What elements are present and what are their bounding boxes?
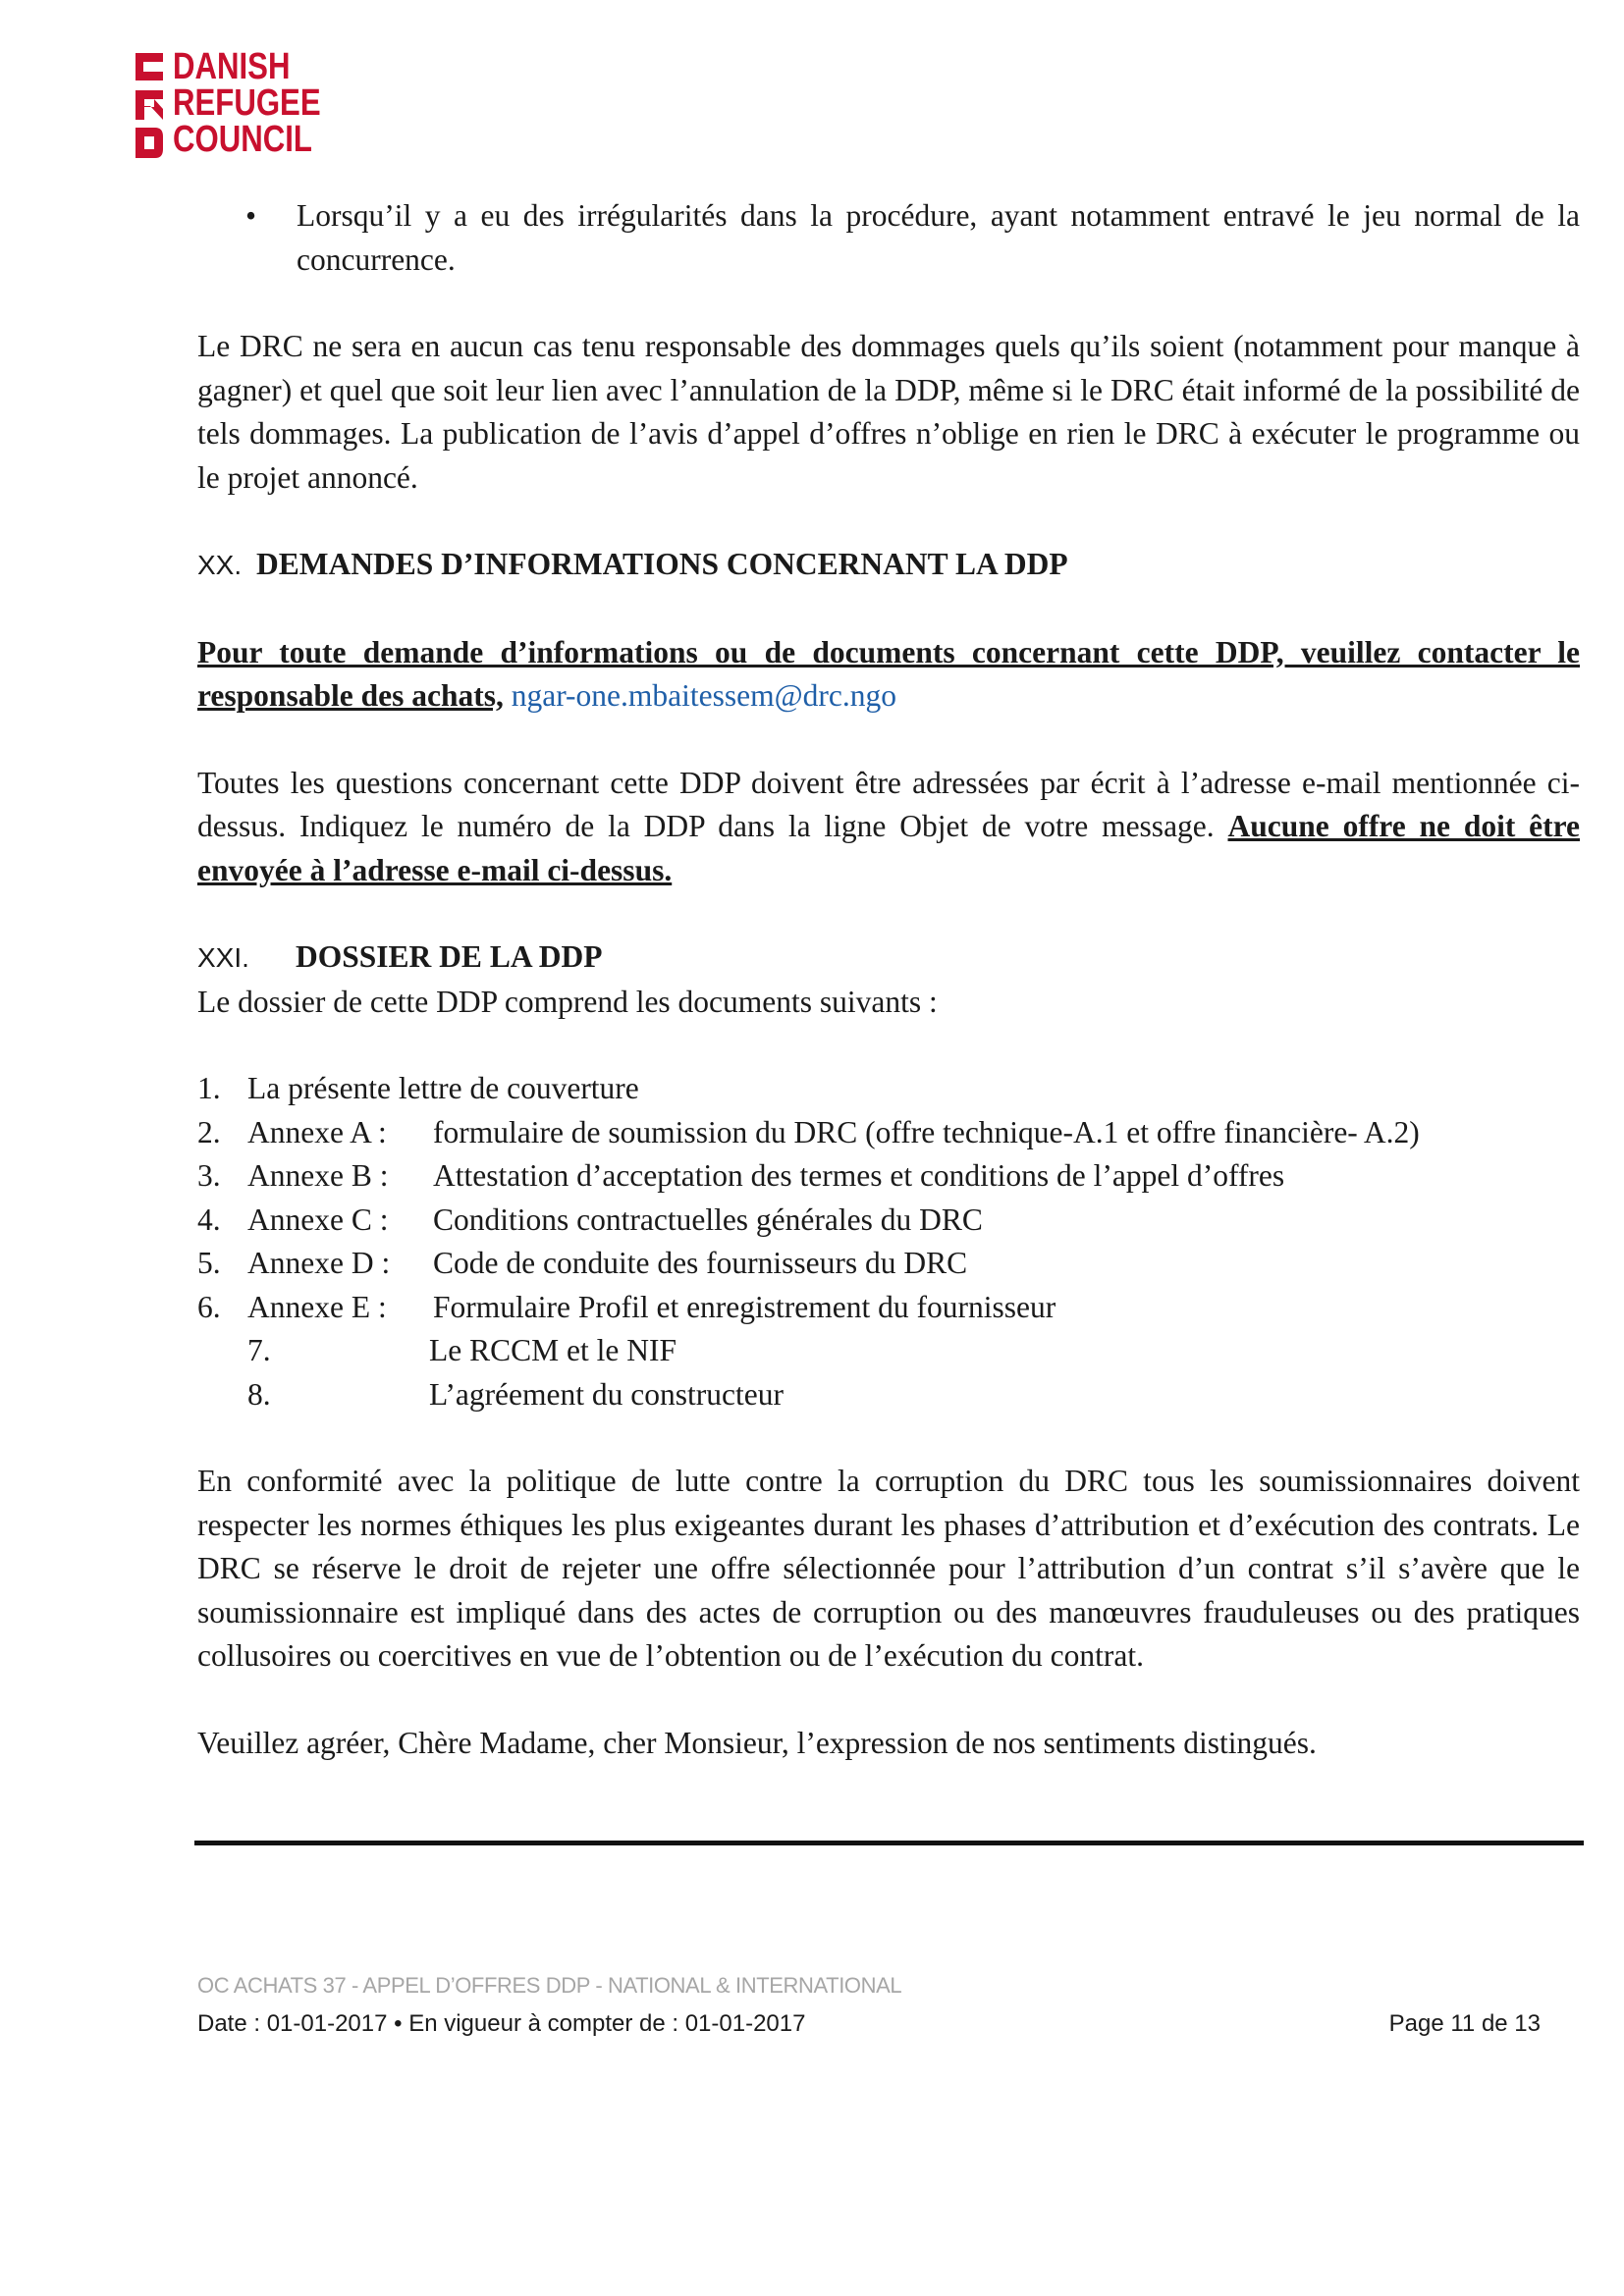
list-item [197,1067,1580,1111]
list-number: 8. [247,1376,271,1412]
bullet-item [197,194,1580,282]
list-text: Conditions contractuelles générales du DRC [433,1201,983,1237]
bullet-dot: • [245,198,257,233]
list-number: 7. [247,1333,271,1367]
list-text: Formulaire Profil et enregistrement du fournisseur [433,1289,1056,1324]
footer-page-number: Page 11 de 13 [1388,2010,1541,2037]
paragraph-anti-corruption: En conformité avec la politique de lutte contre la corruption du DRC tous les soumissionnaires doivent respecter les normes éthiques les plus exigeantes durant les phases d’attribution et d’exécution des contrats. Le DRC se réserve le droit de rejeter une offre sélectionnée pour l’attribution d’un contrat s’il s’avère que le soumissionnaire est impliqué dans des actes de corruption ou des manœuvres frauduleuses ou des pratiques collusoires ou coercitives en vue de l’obtention ou de l’exécution du contrat. [197,1464,1580,1673]
list-item [197,1199,1580,1243]
list-item [197,1242,1580,1286]
contact-text: Pour toute demande d’informations ou de documents concernant cette DDP, veuillez contacter le responsable des achats, [197,634,1580,713]
paragraph-questions [197,762,1580,893]
list-number: 2. [197,1114,221,1149]
logo-word: COUNCIL [173,119,312,160]
list-text: L’agréement du constructeur [429,1376,784,1412]
paragraph-liability: Le DRC ne sera en aucun cas tenu responsable des dommages quels qu’ils soient (notamment pour manque à gagner) et quel que soit leur lien avec l’annulation de la DDP, même si le DRC était informé de la possibilité de tels dommages. La publication de l’avis d’appel d’offres n’oblige en rien le DRC à exécuter le programme ou le projet annoncé. [197,329,1580,495]
drc-logo-mark [132,49,167,163]
list-number: 3. [197,1158,221,1193]
section-number: XX. [197,550,243,580]
list-item [197,1329,1580,1373]
logo-word: DANISH [173,46,291,87]
bullet-text: Lorsqu’il y a eu des irrégularités dans la procédure, ayant notamment entravé le jeu normal de la concurrence. [297,198,1580,277]
annex-label: Annexe E : [247,1289,387,1324]
list-number: 6. [197,1289,221,1324]
list-text: Attestation d’acceptation des termes et conditions de l’appel d’offres [433,1158,1285,1193]
footer-date-line: Date : 01-01-2017 • En vigueur à compter de : 01-01-2017 [197,2010,806,2037]
section-heading-xx [197,543,1580,588]
document-body [197,194,1580,1765]
list-item [197,1286,1580,1330]
list-number: 5. [197,1246,221,1280]
list-item [197,1373,1580,1417]
annex-label: Annexe B : [247,1158,389,1193]
list-number: 4. [197,1201,221,1237]
list-text: formulaire de soumission du DRC (offre technique-A.1 et offre financière- A.2) [433,1114,1420,1149]
contact-email-link[interactable]: ngar-one.mbaitessem@drc.ngo [511,678,896,713]
section-heading-xxi [197,935,1580,981]
list-text: Le RCCM et le NIF [429,1333,677,1367]
list-text: La présente lettre de couverture [247,1071,639,1105]
warning-text: Aucune offre ne doit être envoyée à l’adresse e-mail ci-dessus. [197,809,1581,887]
list-text: Code de conduite des fournisseurs du DRC [433,1246,968,1280]
questions-text: Toutes les questions concernant cette DDP doivent être adressées par écrit à l’adresse e-mail mentionnée ci-dessus. Indiquez le numéro de la DDP dans la ligne Objet de votre message. [197,765,1580,843]
list-item [197,1111,1580,1155]
annex-label: Annexe D : [247,1246,391,1280]
footer-document-title: OC ACHATS 37 - APPEL D’OFFRES DDP - NATIONAL & INTERNATIONAL [197,1973,902,1998]
document-list [197,1067,1580,1416]
logo-word: REFUGEE [173,82,321,124]
section-title: DEMANDES D’INFORMATIONS CONCERNANT LA DDP [256,547,1068,581]
footer-divider [194,1841,1584,1845]
closing-salutation: Veuillez agréer, Chère Madame, cher Monsieur, l’expression de nos sentiments distingués. [197,1725,1317,1760]
list-number: 1. [197,1071,221,1105]
paragraph-contact [197,631,1580,719]
annex-label: Annexe C : [247,1201,389,1237]
annex-label: Annexe A : [247,1114,387,1149]
drc-logo [132,46,353,165]
dossier-intro: Le dossier de cette DDP comprend les documents suivants : [197,984,938,1019]
section-number: XXI. [197,942,249,973]
list-item [197,1154,1580,1199]
section-title: DOSSIER DE LA DDP [296,939,603,974]
